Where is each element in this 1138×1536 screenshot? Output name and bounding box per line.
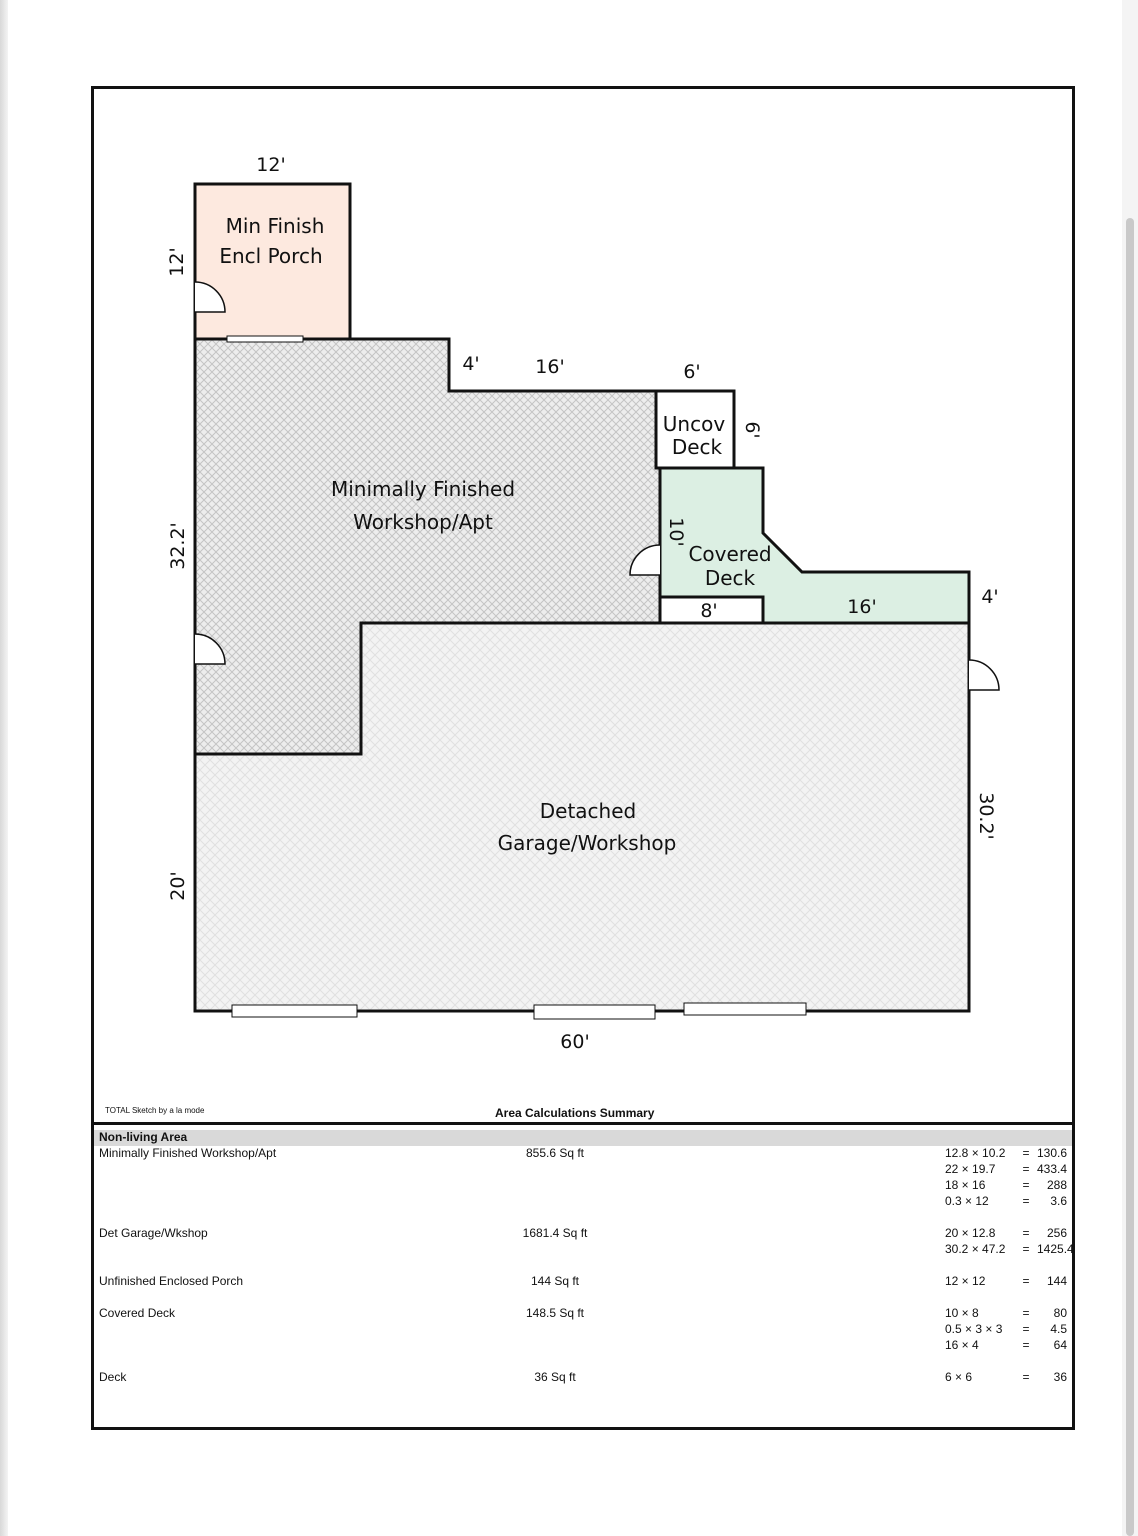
dim-cov-16: 16' [847,596,877,618]
calc-result: 130.6 [1037,1146,1068,1160]
calc-formula: 18 × 16 [945,1178,986,1192]
dim-right-30: 30.2' [975,792,997,840]
calc-equals: = [1022,1274,1030,1288]
covered-deck-label-line1: Covered [688,542,772,566]
calc-formula: 16 × 4 [945,1338,979,1352]
uncov-deck-label-line2: Deck [671,435,723,459]
calc-formula: 30.2 × 47.2 [945,1242,1006,1256]
garage-door-1 [232,1005,357,1017]
summary-calc-line [945,1370,1067,1384]
summary-rule [94,1122,1072,1125]
calc-result: 256 [1046,1226,1067,1240]
calc-result: 288 [1046,1178,1067,1192]
summary-title: Area Calculations Summary [495,1106,655,1120]
summary-row-area: 148.5 Sq ft [525,1306,585,1320]
summary-calc-line [945,1146,1067,1160]
summary-calc-line [945,1242,1074,1256]
summary-calc-line [945,1306,1067,1320]
workshop-label-line1: Minimally Finished [330,477,516,501]
summary-calc-line [945,1194,1067,1208]
section-header-bar [94,1130,1072,1146]
dim-cov-8: 8' [700,600,718,622]
calc-equals: = [1022,1146,1030,1160]
calc-result: 433.4 [1037,1162,1068,1176]
calc-equals: = [1022,1322,1030,1336]
calc-formula: 22 × 19.7 [945,1162,996,1176]
calc-result: 64 [1053,1338,1067,1352]
summary-calc-line [945,1178,1067,1192]
garage-door-3 [684,1003,806,1015]
dim-top-16: 16' [535,356,565,378]
summary-row-name: Unfinished Enclosed Porch [99,1274,244,1288]
summary-row-name: Minimally Finished Workshop/Apt [99,1146,277,1160]
summary-row-name: Det Garage/Wkshop [99,1226,208,1240]
window-porch [227,336,303,342]
calc-formula: 6 × 6 [945,1370,973,1384]
summary-calc-line [945,1322,1067,1336]
summary-row-area: 36 Sq ft [534,1370,576,1384]
calc-result: 4.5 [1050,1322,1067,1336]
workshop-label-line2: Workshop/Apt [353,510,493,534]
calc-formula: 12 × 12 [945,1274,986,1288]
calc-formula: 10 × 8 [945,1306,979,1320]
summary-calc-line [945,1274,1067,1288]
summary-calc-line [945,1226,1067,1240]
dim-cov-4: 4' [981,586,999,608]
sketch-credit: TOTAL Sketch by a la mode [105,1106,205,1115]
dim-cov-10: 10' [665,517,687,547]
calc-equals: = [1022,1242,1030,1256]
calc-result: 3.6 [1050,1194,1067,1208]
porch-label-line1: Min Finish [225,214,325,238]
dim-uncov-6-right: 6' [741,421,763,439]
calc-equals: = [1022,1306,1030,1320]
calc-equals: = [1022,1226,1030,1240]
calc-formula: 20 × 12.8 [945,1226,996,1240]
uncov-deck-label-line1: Uncov [662,412,726,436]
covered-deck-label-line2: Deck [704,566,756,590]
summary-row-name: Covered Deck [99,1306,176,1320]
calc-result: 1425.4 [1037,1242,1074,1256]
garage-label-line2: Garage/Workshop [497,831,677,855]
porch-label-line2: Encl Porch [219,244,323,268]
calc-equals: = [1022,1162,1030,1176]
dim-porch-left: 12' [166,247,188,277]
calc-result: 144 [1046,1274,1067,1288]
dim-bottom-60: 60' [560,1031,590,1053]
door-garage-right [969,660,999,690]
section-header: Non-living Area [99,1130,188,1144]
summary-row-name: Deck [99,1370,127,1384]
dim-uncov-6-top: 6' [683,361,701,383]
calc-equals: = [1022,1338,1030,1352]
dim-left-32: 32.2' [167,522,189,570]
calc-equals: = [1022,1194,1030,1208]
summary-calc-line [945,1338,1067,1352]
garage-label-line1: Detached [539,799,637,823]
dim-left-20: 20' [167,871,189,901]
summary-row-area: 1681.4 Sq ft [522,1226,588,1240]
calc-result: 80 [1053,1306,1067,1320]
summary-row-area: 144 Sq ft [530,1274,580,1288]
calc-formula: 0.3 × 12 [945,1194,989,1208]
calc-formula: 12.8 × 10.2 [945,1146,1006,1160]
summary-calc-line [945,1162,1067,1176]
calc-formula: 0.5 × 3 × 3 [945,1322,1003,1336]
garage-door-2 [534,1005,655,1019]
calc-equals: = [1022,1370,1030,1384]
dim-porch-top: 12' [256,154,286,176]
calc-equals: = [1022,1178,1030,1192]
summary-row-area: 855.6 Sq ft [525,1146,585,1160]
dim-step-4: 4' [462,353,480,375]
calc-result: 36 [1053,1370,1067,1384]
